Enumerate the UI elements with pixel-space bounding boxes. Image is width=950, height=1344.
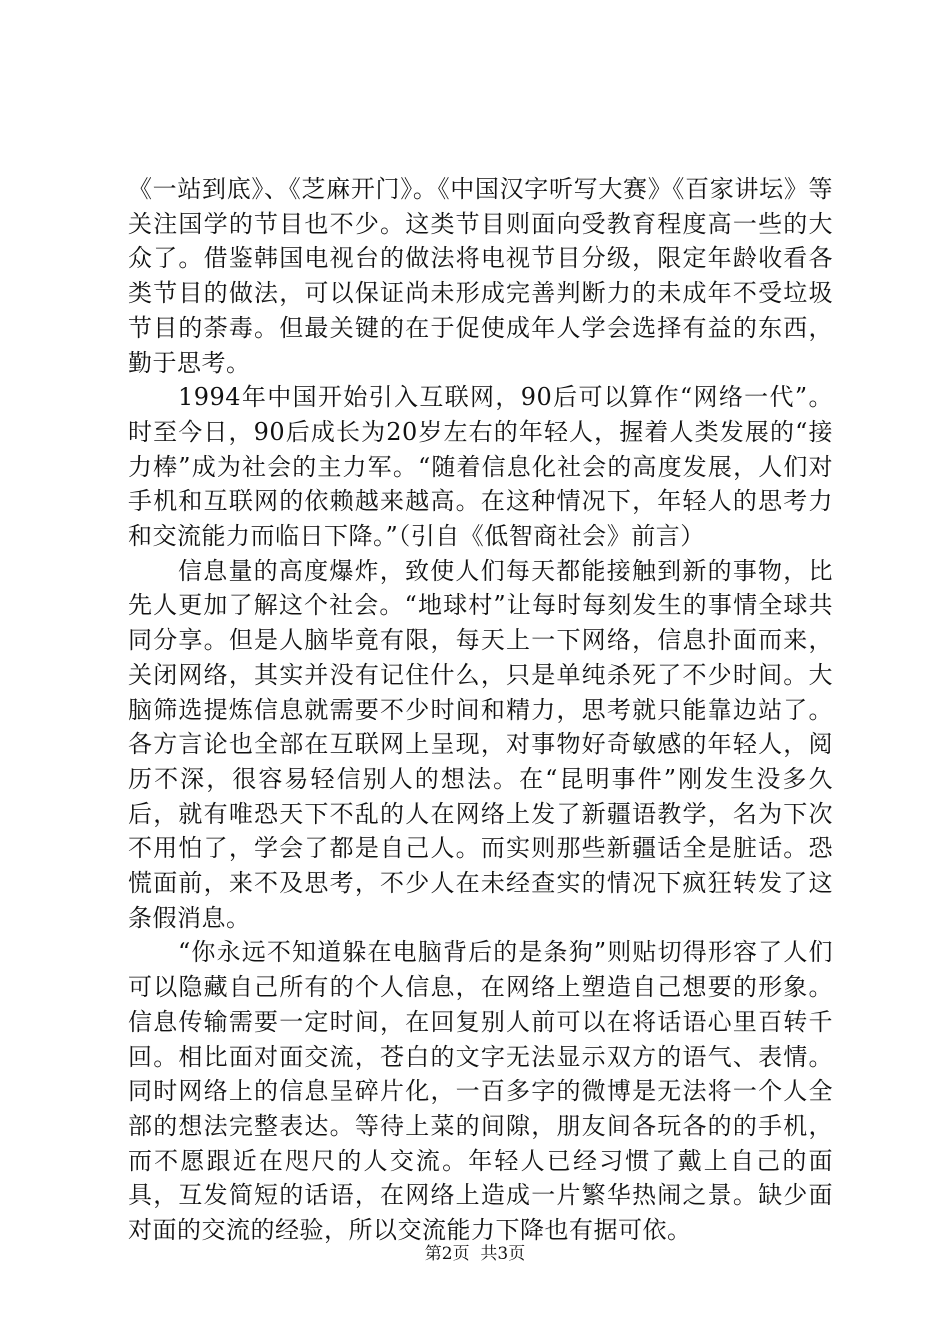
page-number-footer: 第2页 共3页 xyxy=(424,1244,526,1264)
document-body xyxy=(128,172,833,1248)
paragraph-information-explosion: 信息量的高度爆炸，致使人们每天都能接触到新的事物，比先人更加了解这个社会。“地球村”让每时每刻发生的事情全球共同分享。但是人脑毕竟有限，每天上一下网络，信息扑面而来，关闭网络，其实并没有记住什么，只是单纯杀死了不少时间。大脑筛选提炼信息就需要不少时间和精力，思考就只能靠边站了。各方言论也全部在互联网上呈现，对事物好奇敏感的年轻人，阅历不深，很容易轻信别人的想法。在“昆明事件”刚发生没多久后，就有唯恐天下不乱的人在网络上发了新疆语教学，名为下次不用怕了，学会了都是自己人。而实则那些新疆话全是脏话。恐慌面前，来不及思考，不少人在未经查实的情况下疯狂转发了这条假消息。 xyxy=(128,556,833,932)
paragraph-tv-programs: 《一站到底》、《芝麻开门》。《中国汉字听写大赛》《百家讲坛》等关注国学的节目也不少。这类节目则面向受教育程度高一些的大众了。借鉴韩国电视台的做法将电视节目分级，限定年龄收看各类节目的做法，可以保证尚未形成完善判断力的未成年不受垃圾节目的荼毒。但最关键的在于促使成年人学会选择有益的东西，勤于思考。 xyxy=(128,175,833,377)
paragraph-online-communication: “你永远不知道躲在电脑背后的是条狗”则贴切得形容了人们可以隐藏自己所有的个人信息，在网络上塑造自己想要的形象。信息传输需要一定时间，在回复别人前可以在将话语心里百转千回。相比面对面交流，苍白的文字无法显示双方的语气、表情。同时网络上的信息呈碎片化，一百多字的微博是无法将一个人全部的想法完整表达。等待上菜的间隙，朋友间各玩各的的手机，而不愿跟近在咫尺的人交流。年轻人已经习惯了戴上自己的面具，互发简短的话语，在网络上造成一片繁华热闹之景。缺少面对面的交流的经验，所以交流能力下降也有据可依。 xyxy=(128,938,833,1245)
paragraph-internet-generation: 1994年中国开始引入互联网，90后可以算作“网络一代”。时至今日，90后成长为20岁左右的年轻人，握着人类发展的“接力棒”成为社会的主力军。“随着信息化社会的高度发展，人们对手机和互联网的依赖越来越高。在这种情况下，年轻人的思考力和交流能力而临日下降。”（引自《低智商社会》前言） xyxy=(128,383,833,551)
